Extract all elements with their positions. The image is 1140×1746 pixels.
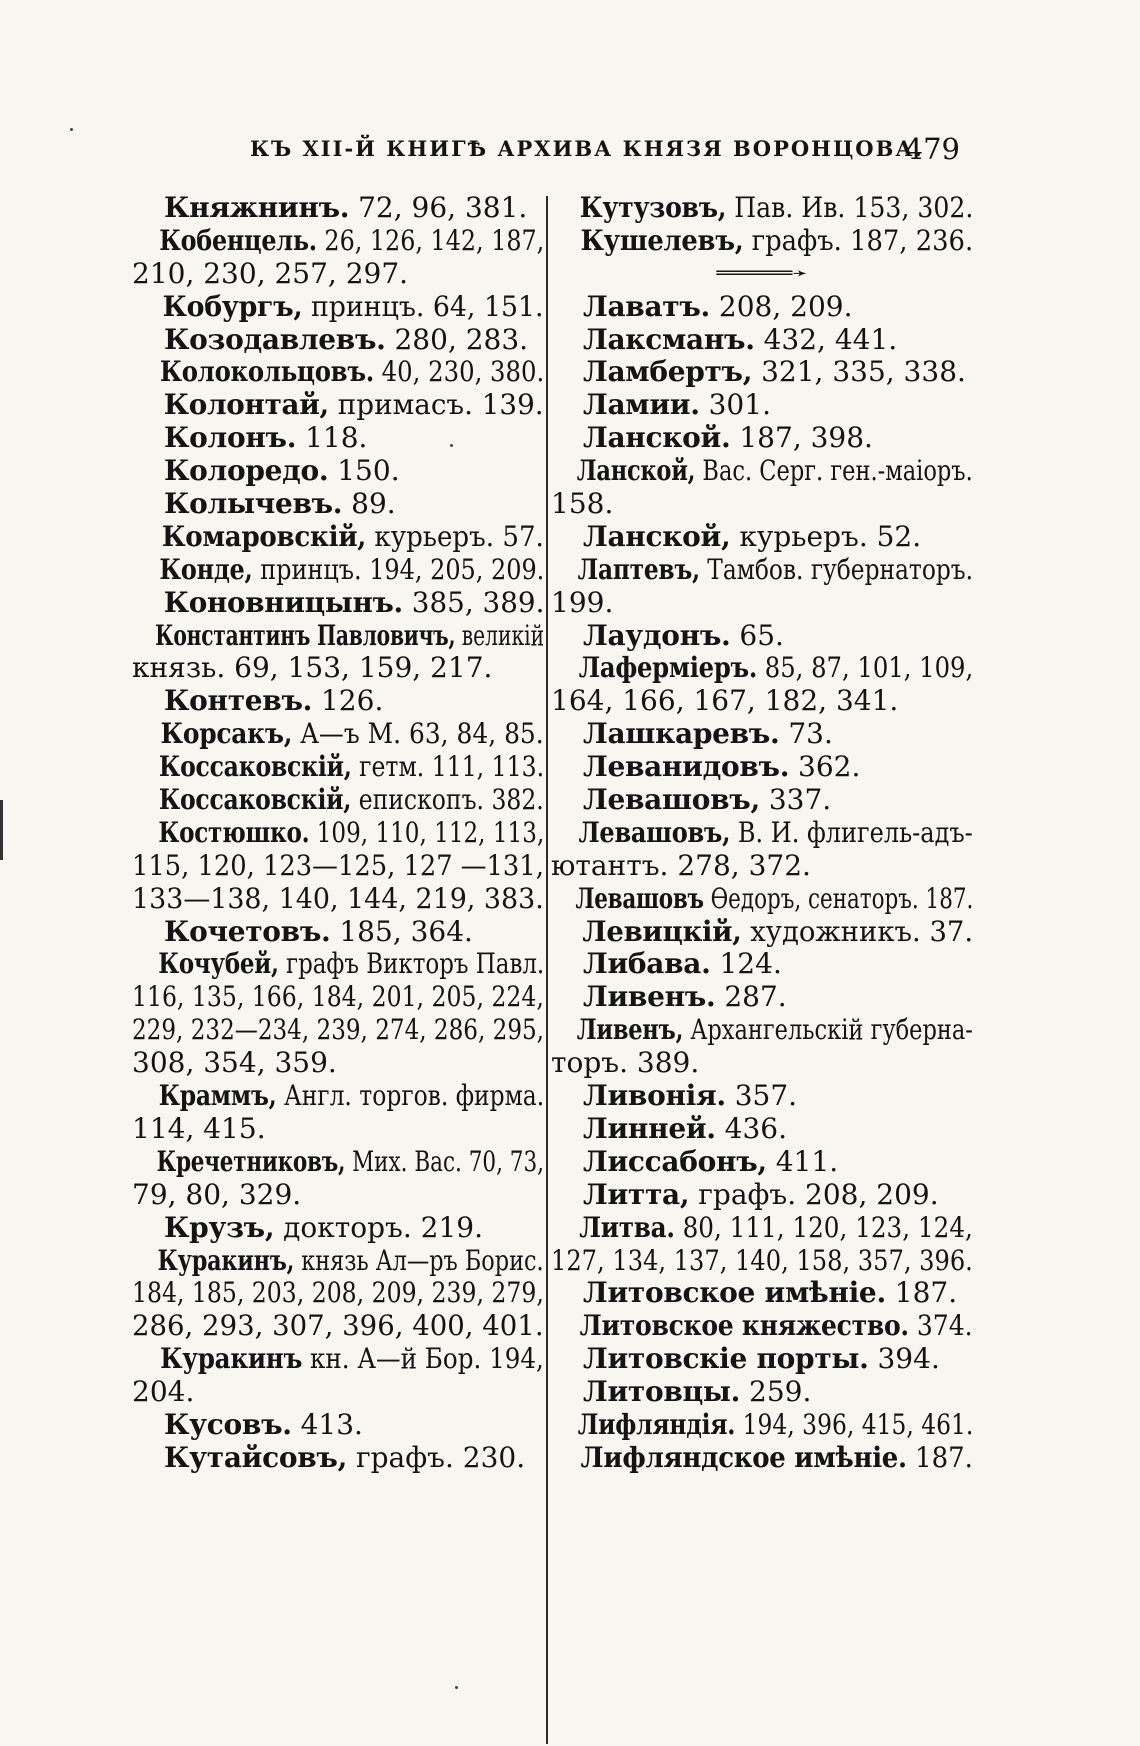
entry-name: Колоредо. (164, 454, 329, 488)
entry-pages: 109, 110, 112, 113, (309, 815, 545, 849)
entry-pages: курьеръ. 52. (730, 519, 922, 553)
index-column-left (132, 192, 544, 1475)
entry-pages: принцъ. 64, 151. (302, 289, 544, 323)
entry-name: Колонъ. (164, 421, 297, 455)
page-number: 479 (904, 132, 960, 166)
entry-pages: 150. (328, 454, 400, 488)
column-divider (546, 196, 548, 1744)
entry-pages: Пав. Ив. 153, 302. (726, 191, 974, 224)
entry-pages: графъ. 187, 236. (743, 223, 974, 257)
entry-pages: 80, 111, 120, 123, 124, (674, 1210, 973, 1244)
entry-pages: 394. (868, 1342, 940, 1376)
index-entry-continuation (551, 685, 973, 718)
entry-pages: примасъ. 139. (328, 388, 544, 422)
entry-pages: принцъ. 194, 205, 209. (252, 552, 545, 586)
index-column-right (551, 192, 973, 1475)
entry-name: Краммъ, (158, 1079, 277, 1113)
entry-name: Лаксманъ. (583, 322, 755, 356)
index-entry (132, 685, 544, 718)
index-entry (132, 1144, 545, 1179)
entry-pages: 362. (789, 750, 861, 784)
entry-pages: 194, 396, 415, 461. (735, 1407, 974, 1441)
entry-name: Кочубей, (158, 947, 279, 981)
entry-name: Контевъ. (164, 684, 313, 718)
index-entry (132, 1079, 545, 1113)
entry-name: Лаферміеръ. (578, 651, 758, 685)
entry-name: Литта, (583, 1177, 690, 1211)
index-entry (132, 388, 544, 422)
index-entry (132, 947, 545, 981)
entry-pages: 204. (132, 1375, 195, 1409)
entry-pages: Англ. торгов. фирма. (276, 1079, 545, 1113)
entry-pages: 115, 120, 123—125, 127 —131, (132, 848, 544, 882)
entry-name: Куракинъ, (157, 1243, 295, 1277)
index-entry-continuation (551, 1243, 973, 1278)
entry-name: Лифляндское имѣніе. (580, 1440, 907, 1474)
entry-name: Ливенъ, (576, 1013, 684, 1047)
index-entry (132, 552, 545, 587)
entry-pages: Тамбов. губернаторъ. (699, 552, 974, 586)
index-entry (551, 1407, 974, 1442)
entry-name: Ливонія. (583, 1079, 726, 1113)
entry-pages: графъ. 208, 209. (689, 1177, 939, 1211)
index-entry (132, 355, 545, 389)
index-entry (132, 422, 544, 455)
index-entry-continuation (551, 850, 973, 883)
index-entry-continuation (132, 1309, 544, 1343)
entry-pages: Мих. Вас. 70, 73, (345, 1144, 545, 1178)
entry-name: Крузъ, (164, 1210, 275, 1244)
entry-name: Лаудонъ. (583, 618, 731, 652)
entry-pages: 116, 135, 166, 184, 201, 205, 224, (132, 980, 544, 1014)
index-entry (132, 1342, 544, 1376)
index-entry (132, 1442, 544, 1475)
index-entry (132, 223, 545, 258)
entry-name: Лашкаревъ. (583, 717, 780, 751)
index-entry (132, 750, 545, 784)
index-entry-continuation (551, 587, 973, 620)
index-entry (132, 916, 544, 949)
section-separator: ═══════➛ (716, 262, 808, 284)
entry-name: Леванидовъ. (583, 750, 790, 784)
index-entry (551, 948, 973, 981)
index-entry (551, 1013, 973, 1047)
index-entry-continuation (132, 1047, 544, 1080)
entry-pages: 187. (885, 1276, 958, 1310)
entry-name: Литовскіе порты. (583, 1342, 869, 1376)
index-entry (551, 1080, 973, 1113)
index-entry (551, 1113, 973, 1146)
entry-pages: князь. 69, 153, 159, 217. (132, 651, 493, 685)
entry-name: Ламбертъ, (583, 355, 753, 389)
entry-name: Левашовъ, (578, 815, 731, 849)
entry-name: Лаптевъ, (577, 552, 700, 586)
entry-name: Костюшко. (158, 815, 310, 849)
index-entry (132, 1409, 544, 1442)
index-entry (132, 783, 544, 817)
index-entry (551, 291, 973, 324)
entry-name: Кречетниковъ, (156, 1144, 346, 1178)
entry-pages: князь Ал—ръ Борис. (294, 1243, 544, 1277)
entry-name: Константинъ Павловичъ, (155, 618, 456, 652)
index-entry (132, 519, 544, 554)
entry-pages: 337. (759, 783, 832, 817)
index-entry (551, 324, 973, 357)
entry-pages: 286, 293, 307, 396, 400, 401. (132, 1309, 544, 1343)
running-title: КЪ XII-Й КНИГѢ АРХИВА КНЯЗЯ ВОРОНЦОВА. (250, 136, 924, 161)
entry-pages: 118. (296, 421, 368, 455)
entry-name: Ливенъ. (583, 980, 716, 1014)
index-entry (551, 422, 973, 455)
entry-pages: 321, 335, 338. (752, 355, 966, 389)
entry-name: Козодавлевъ. (164, 322, 386, 356)
index-entry (551, 454, 973, 488)
entry-pages: великій (455, 618, 545, 652)
entry-pages: кн. А—й Бор. 194, (302, 1342, 544, 1376)
entry-pages: 436. (715, 1111, 787, 1145)
index-entry (551, 389, 973, 422)
entry-name: Лаватъ. (583, 289, 710, 323)
index-entry-continuation (551, 488, 973, 521)
entry-name: Либава. (583, 947, 711, 981)
index-entry (551, 751, 973, 784)
entry-pages: Вас. Серг. ген.-маіоръ. (695, 454, 973, 488)
entry-name: Линней. (583, 1111, 716, 1145)
entry-name: Коссаковскій, (158, 750, 352, 784)
index-entry-continuation (132, 1276, 544, 1310)
entry-pages: 127, 134, 137, 140, 158, 357, 396. (551, 1243, 973, 1277)
entry-name: Комаровскій, (161, 519, 367, 553)
entry-name: Кутайсовъ, (164, 1440, 348, 1474)
entry-pages: 308, 354, 359. (132, 1046, 337, 1080)
index-entry (132, 488, 544, 521)
entry-pages: 432, 441. (754, 322, 898, 356)
entry-pages: А—ъ М. 63, 84, 85. (292, 717, 544, 751)
index-entry-continuation (132, 848, 544, 883)
entry-pages: епископъ. 382. (351, 783, 544, 817)
entry-name: Кобургъ, (162, 289, 303, 323)
entry-pages: 124. (710, 947, 782, 981)
index-entry (551, 191, 974, 225)
index-entry-continuation (132, 1013, 545, 1047)
index-entry (132, 289, 544, 324)
entry-pages: В. И. флигель-адъ- (730, 815, 973, 849)
index-entry (551, 784, 973, 817)
entry-name: Литовское княжество. (579, 1309, 909, 1343)
entry-name: Литва. (579, 1210, 675, 1244)
index-entry (551, 1146, 973, 1179)
index-entry (551, 914, 974, 949)
entry-pages: курьеръ. 57. (366, 519, 544, 553)
entry-name: Кушелевъ, (580, 223, 744, 257)
entry-name: Княжнинъ. (164, 191, 350, 224)
index-entry (132, 192, 544, 225)
entry-pages: 413. (291, 1407, 363, 1441)
entry-pages: 79, 80, 329. (132, 1177, 302, 1211)
entry-pages: 73. (779, 717, 833, 751)
entry-pages: 158. (551, 487, 614, 521)
index-entry (551, 620, 973, 653)
entry-pages: 411. (766, 1144, 839, 1178)
index-entry (551, 881, 974, 916)
entry-name: Корсакъ, (160, 717, 293, 751)
print-speck (455, 1686, 458, 1689)
index-entry (551, 1277, 973, 1310)
entry-pages: художникъ. 37. (741, 914, 974, 948)
entry-name: Ламии. (583, 388, 700, 422)
index-entry (551, 981, 973, 1014)
index-entry (132, 455, 544, 488)
entry-name: Коновницынъ. (163, 585, 403, 619)
entry-name: Ланской. (583, 421, 731, 455)
entry-pages: 287. (715, 980, 787, 1014)
index-entry (551, 521, 973, 554)
index-entry (132, 1243, 544, 1278)
index-entry (551, 552, 974, 587)
entry-pages: 72, 96, 381. (349, 191, 528, 224)
index-entry (551, 223, 974, 258)
entry-pages: 199. (551, 585, 614, 619)
index-entry (551, 1376, 973, 1409)
entry-pages: 185, 364. (330, 914, 473, 948)
entry-pages: 26, 126, 142, 187, (316, 223, 545, 257)
entry-pages: 229, 232—234, 239, 274, 286, 295, (132, 1013, 545, 1047)
entry-pages: 357. (725, 1079, 798, 1113)
index-entry (551, 1440, 973, 1475)
entry-pages: 187. (906, 1440, 973, 1474)
page-header (250, 132, 960, 172)
index-entry (132, 1212, 544, 1245)
entry-pages: графъ Викторъ Павл. (278, 947, 545, 981)
entry-name: Колокольцовъ. (159, 355, 374, 389)
entry-pages: торъ. 389. (551, 1046, 700, 1080)
entry-name: Кутузовъ, (579, 191, 727, 224)
entry-name: Кусовъ. (164, 1407, 292, 1441)
index-entry-continuation (132, 881, 544, 916)
entry-pages: 89. (342, 487, 396, 521)
entry-name: Ланской, (576, 454, 696, 488)
entry-pages: 374. (908, 1309, 973, 1343)
entry-name: Литовское имѣніе. (583, 1276, 886, 1310)
index-entry (551, 1343, 973, 1376)
entry-pages: 208, 209. (709, 289, 853, 323)
entry-name: Куракинъ (160, 1342, 303, 1376)
entry-pages: 184, 185, 203, 208, 209, 239, 279, (132, 1276, 544, 1310)
index-entry (132, 324, 544, 357)
entry-pages: 133—138, 140, 144, 219, 383. (132, 881, 544, 915)
entry-pages: Ѳедоръ, сенаторъ. 187. (703, 881, 974, 915)
entry-pages: Архангельскій губерна- (683, 1013, 973, 1047)
index-entry (132, 618, 545, 653)
index-entry (132, 815, 545, 850)
entry-name: Левицкій, (582, 914, 742, 948)
entry-name: Коссаковскій, (158, 783, 352, 817)
entry-pages: ютантъ. 278, 372. (551, 848, 811, 882)
entry-name: Левашовъ, (583, 783, 760, 817)
entry-pages: 385, 389. (402, 585, 545, 619)
entry-name: Кобенцель. (159, 223, 317, 257)
index-entry-continuation (551, 1047, 973, 1080)
entry-pages: 65. (730, 618, 784, 652)
index-entry (132, 717, 544, 751)
entry-name: Ланской, (583, 519, 731, 553)
index-entry (551, 356, 973, 389)
entry-pages: гетм. 111, 113. (351, 750, 545, 784)
index-entry-continuation (132, 652, 544, 685)
index-entry-continuation (132, 1376, 544, 1409)
index-entry (551, 1309, 973, 1343)
print-speck (70, 128, 73, 131)
entry-name: Лиссабонъ, (583, 1144, 767, 1178)
index-entry (551, 815, 973, 850)
index-entry-continuation (132, 1113, 544, 1146)
index-entry (551, 1179, 973, 1212)
entry-pages: графъ. 230. (347, 1440, 526, 1474)
index-entry (551, 1210, 973, 1245)
index-entry (132, 585, 545, 620)
index-entry (551, 651, 974, 685)
entry-pages: 40, 230, 380. (373, 355, 545, 389)
entry-pages: 126. (312, 684, 384, 718)
entry-pages: 85, 87, 101, 109, (757, 651, 974, 685)
entry-name: Конде, (159, 552, 253, 586)
page-edge-mark (0, 800, 3, 860)
entry-pages: 301. (699, 388, 771, 422)
print-speck (450, 444, 453, 447)
index-entry-continuation (132, 258, 544, 291)
entry-name: Лифляндія. (577, 1407, 736, 1441)
entry-name: Левашовъ (575, 881, 704, 915)
entry-pages: 210, 230, 257, 297. (132, 256, 409, 290)
entry-pages: 187, 398. (730, 421, 873, 455)
index-entry-continuation (132, 1179, 544, 1212)
entry-name: Колычевъ. (164, 487, 343, 521)
entry-pages: 114, 415. (132, 1111, 266, 1145)
entry-pages: 280, 283. (385, 322, 529, 356)
entry-pages: докторъ. 219. (274, 1210, 484, 1244)
entry-pages: 164, 166, 167, 182, 341. (551, 684, 899, 718)
entry-name: Кочетовъ. (164, 914, 331, 948)
index-entry-continuation (132, 980, 544, 1014)
entry-name: Колонтай, (163, 388, 329, 422)
index-entry (551, 718, 973, 751)
entry-name: Литовцы. (583, 1375, 741, 1409)
entry-pages: 259. (740, 1375, 812, 1409)
